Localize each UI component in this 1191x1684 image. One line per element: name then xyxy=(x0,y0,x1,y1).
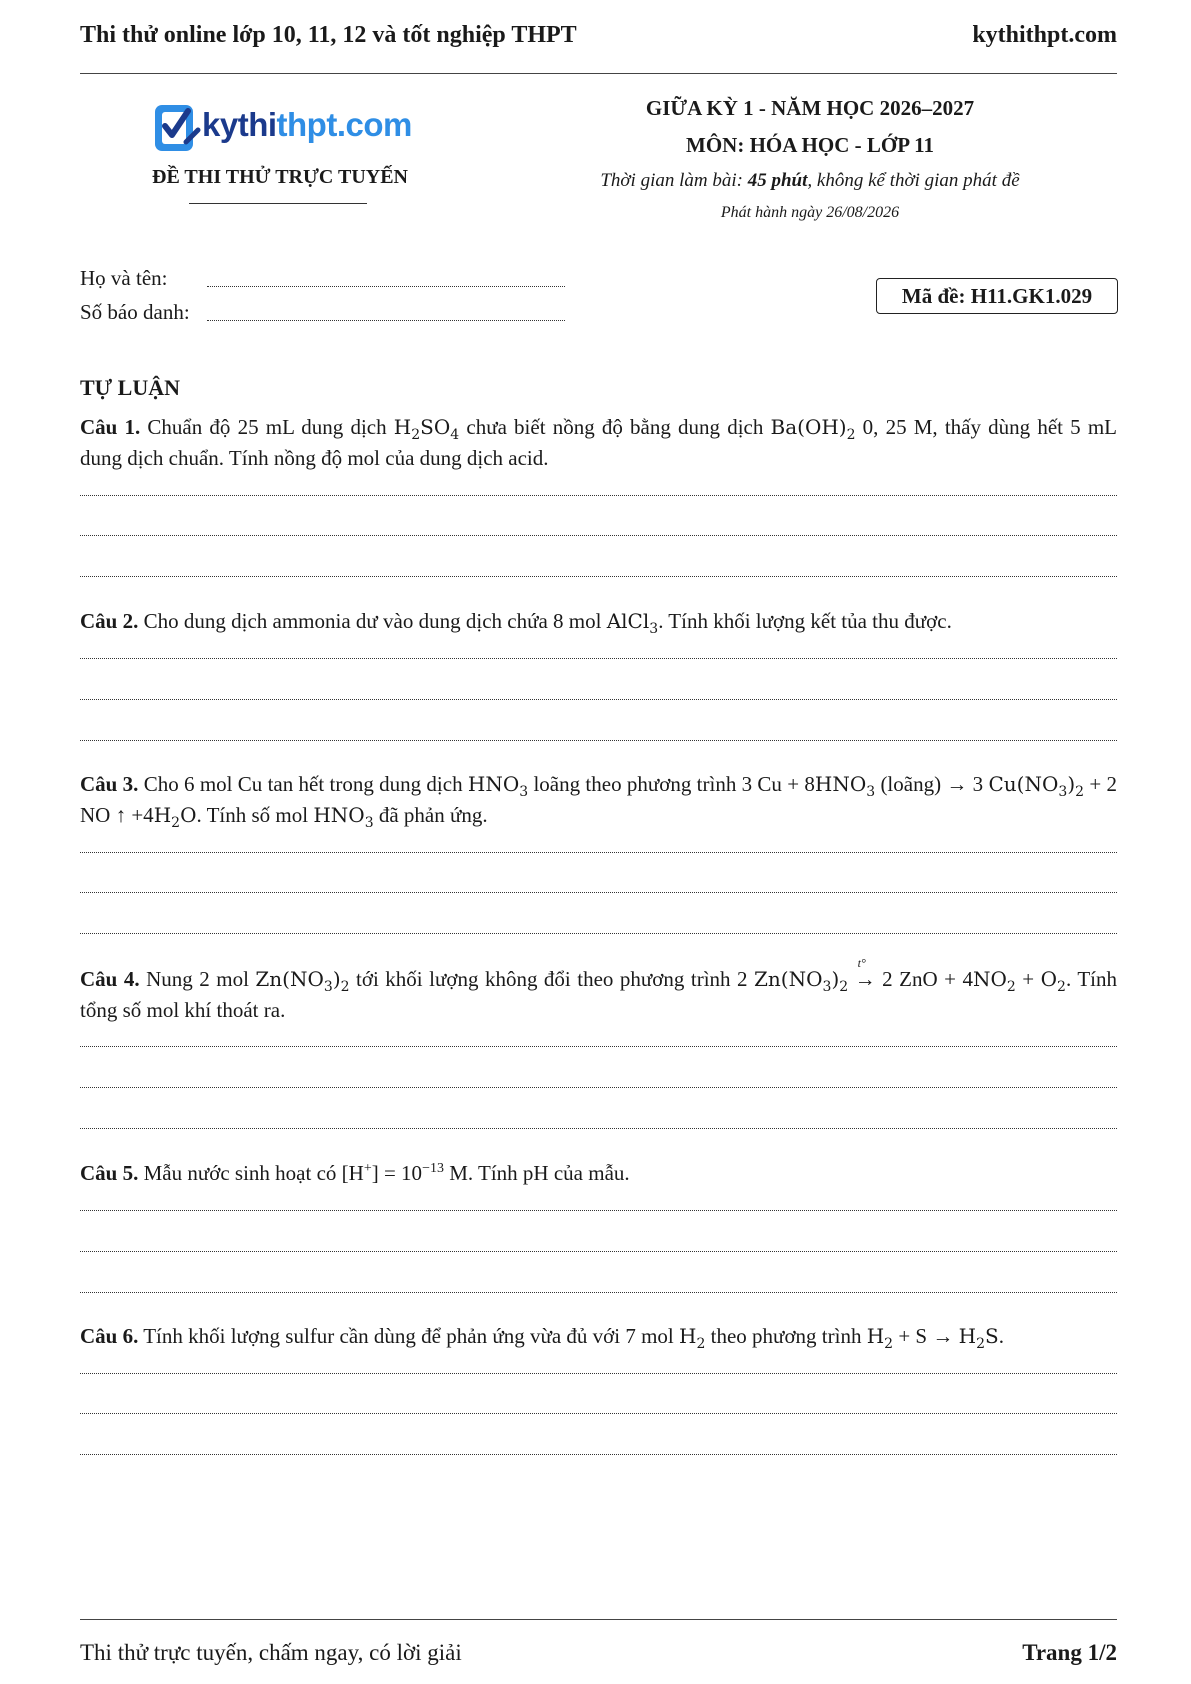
answer-line[interactable] xyxy=(80,699,1117,700)
exam-code-box xyxy=(876,278,1118,314)
exam-code-value: H11.GK1.029 xyxy=(970,284,1093,308)
question-4: Câu 4. Nung 2 mol $Zn(NO_3)_2$ tới khối lượng không đổi theo phương trình 2 $Zn(NO_3)_2$ t° → 2 ZnO + $4NO_2 + O_2$. Tính tổng số mol khí thoát ra. xyxy=(80,964,1117,1026)
section-title: TỰ LUẬN xyxy=(80,375,181,400)
answer-line[interactable] xyxy=(80,1251,1117,1252)
answer-line[interactable] xyxy=(80,1046,1117,1047)
answer-line[interactable] xyxy=(80,1454,1117,1455)
exam-duration-prefix: Thời gian làm bài: xyxy=(600,170,748,191)
page-number: Trang 1/2 xyxy=(1022,1640,1117,1665)
answer-line[interactable] xyxy=(80,1087,1117,1088)
student-id-field[interactable] xyxy=(207,320,565,321)
heat-label: t° xyxy=(857,956,866,970)
answer-line[interactable] xyxy=(80,576,1117,577)
header-site-slogan: Thi thử online lớp 10, 11, 12 và tốt nghiệp THPT xyxy=(80,22,577,48)
answer-line[interactable] xyxy=(80,892,1117,893)
exam-duration-value: 45 phút xyxy=(747,170,808,191)
answer-line[interactable] xyxy=(80,495,1117,496)
question-label: Câu 2. xyxy=(80,609,139,633)
question-6: Câu 6. Tính khối lượng sulfur cần dùng để phản ứng vừa đủ với 7 mol $H_2$ theo phương trình $H_2 + S \to H_2S$. xyxy=(80,1324,1004,1352)
question-label: Câu 1. xyxy=(80,415,141,439)
heating-arrow: t° → xyxy=(855,964,876,995)
logo-underline xyxy=(189,203,367,204)
logo-mark-icon xyxy=(152,102,202,156)
exam-duration-suffix: , không kể thời gian phát đề xyxy=(807,170,1020,191)
answer-line[interactable] xyxy=(80,1292,1117,1293)
student-id-label: Số báo danh: xyxy=(80,300,190,324)
answer-line[interactable] xyxy=(80,1128,1117,1129)
question-5: Câu 5. Mẫu nước sinh hoạt có $[H^+] = 10^{-13}$ M. Tính pH của mẫu. xyxy=(80,1161,630,1185)
question-2: Câu 2. Cho dung dịch ammonia dư vào dung dịch chứa 8 mol AlCl$_3$. Tính khối lượng kết tủa thu được. xyxy=(80,609,952,637)
question-label: Câu 3. xyxy=(80,772,139,796)
footer-divider xyxy=(80,1619,1117,1620)
question-1: Câu 1. Chuẩn độ 25 mL dung dịch $H_2SO_4$ chưa biết nồng độ bằng dung dịch $Ba(OH)_2$ 0, 25 M, thấy dùng hết 5 mL dung dịch chuẩn. Tính nồng độ mol của dung dịch acid. xyxy=(80,415,1117,470)
student-name-label: Họ và tên: xyxy=(80,266,168,290)
answer-line[interactable] xyxy=(80,852,1117,853)
answer-line[interactable] xyxy=(80,933,1117,934)
question-3: Câu 3. Cho 6 mol Cu tan hết trong dung dịch $HNO_3$ loãng theo phương trình 3 $Cu + 8HNO_3$ (loãng) → 3 $Cu(NO_3)_2 + 2$ NO ↑ $+4H_2O$. Tính số mol $HNO_3$ đã phản ứng. xyxy=(80,772,1117,831)
logo-subtitle: ĐỀ THI THỬ TRỰC TUYẾN xyxy=(152,166,408,188)
student-name-field[interactable] xyxy=(207,286,565,287)
answer-line[interactable] xyxy=(80,1413,1117,1414)
answer-line[interactable] xyxy=(80,535,1117,536)
header-divider xyxy=(80,73,1117,74)
exam-issue-date: Phát hành ngày 26/08/2026 xyxy=(720,204,900,221)
question-label: Câu 4. xyxy=(80,967,140,991)
answer-line[interactable] xyxy=(80,740,1117,741)
logo-text-accent: thpt.com xyxy=(276,106,412,143)
logo-text-dark: kythi xyxy=(202,106,277,143)
header-site-url[interactable]: kythithpt.com xyxy=(972,22,1117,48)
answer-line[interactable] xyxy=(80,658,1117,659)
exam-code-label: Mã đề: xyxy=(901,284,971,308)
exam-subject: MÔN: HÓA HỌC - LỚP 11 xyxy=(686,133,934,157)
question-label: Câu 6. xyxy=(80,1324,139,1348)
question-label: Câu 5. xyxy=(80,1161,139,1185)
answer-line[interactable] xyxy=(80,1210,1117,1211)
site-logo[interactable] xyxy=(152,100,412,156)
answer-line[interactable] xyxy=(80,1373,1117,1374)
footer-slogan: Thi thử trực tuyến, chấm ngay, có lời giải xyxy=(80,1640,462,1665)
exam-term: GIỮA KỲ 1 - NĂM HỌC 2026–2027 xyxy=(645,96,975,120)
exam-duration xyxy=(560,170,1060,192)
